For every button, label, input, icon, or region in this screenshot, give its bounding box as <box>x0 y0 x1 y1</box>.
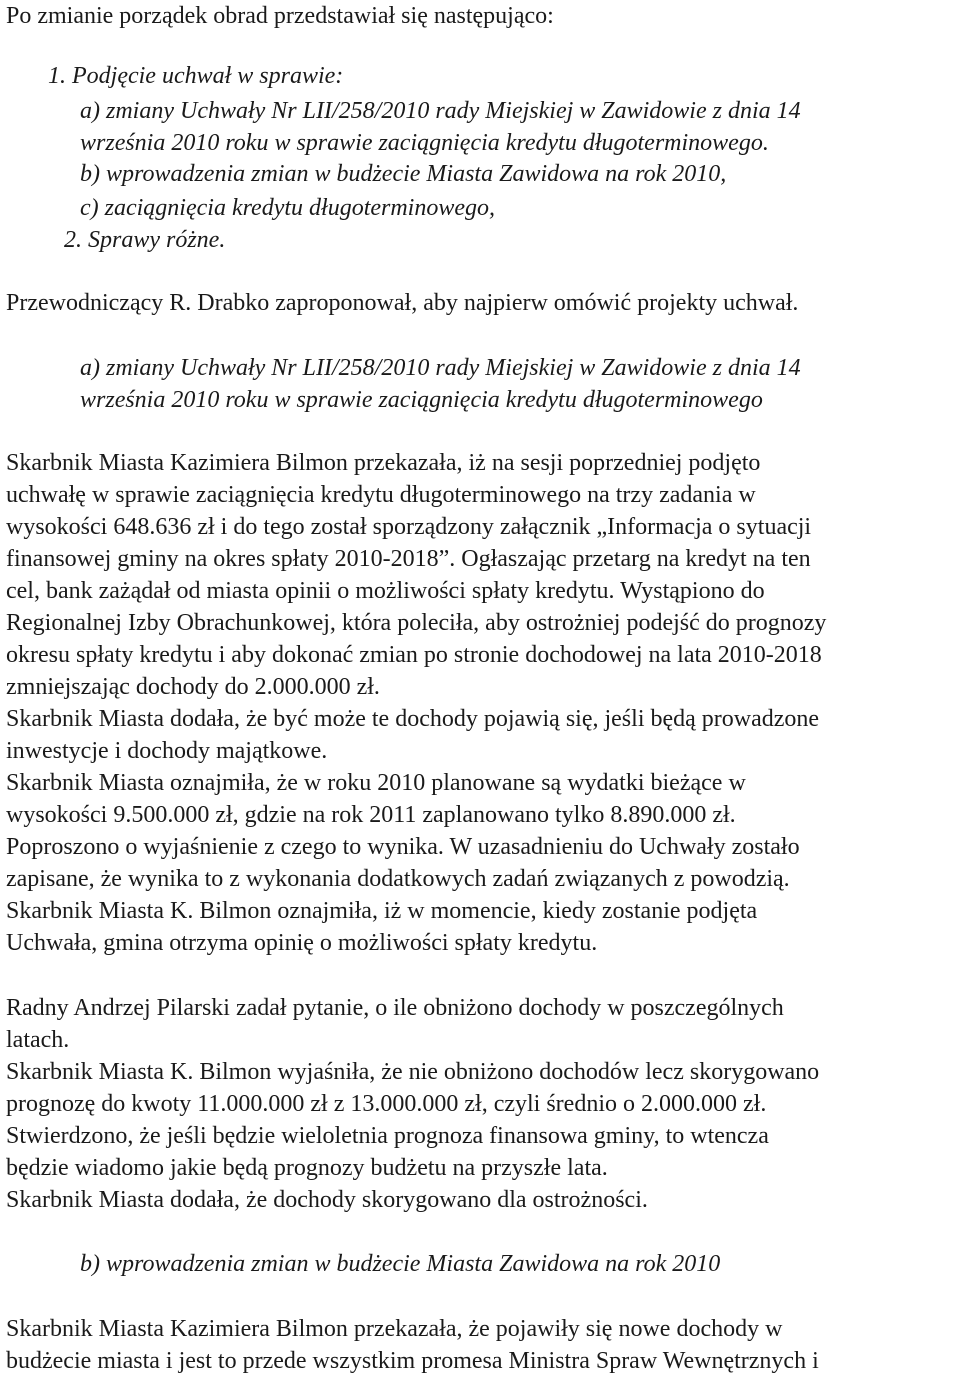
body-line: prognozę do kwoty 11.000.000 zł z 13.000.000 zł, czyli średnio o 2.000.000 zł. <box>6 1091 767 1117</box>
body-line: Skarbnik Miasta dodała, że być może te dochody pojawią się, jeśli będą prowadzone <box>6 706 820 732</box>
body-line: cel, bank zażądał od miasta opinii o możliwości spłaty kredytu. Wystąpiono do <box>6 578 765 604</box>
body-line: Skarbnik Miasta K. Bilmon oznajmiła, iż w momencie, kiedy zostanie podjęta <box>6 898 758 924</box>
body-line: Skarbnik Miasta Kazimiera Bilmon przekazała, że pojawiły się nowe dochody w <box>6 1316 783 1342</box>
body-line: Skarbnik Miasta Kazimiera Bilmon przekazała, iż na sesji poprzedniej podjęto <box>6 450 761 476</box>
body-line: uchwałę w sprawie zaciągnięcia kredytu długoterminowego na trzy zadania w <box>6 482 756 508</box>
body-line: inwestycje i dochody majątkowe. <box>6 738 328 764</box>
body-line: zmniejszając dochody do 2.000.000 zł. <box>6 674 380 700</box>
body-line: Radny Andrzej Pilarski zadał pytanie, o ile obniżono dochody w poszczególnych <box>6 995 784 1021</box>
agenda-item: 2. Sprawy różne. <box>64 227 226 253</box>
agenda-item: b) wprowadzenia zmian w budżecie Miasta Zawidowa na rok 2010, <box>80 161 727 187</box>
body-line: zapisane, że wynika to z wykonania dodatkowych zadań związanych z powodzią. <box>6 866 790 892</box>
body-line: finansowej gminy na okres spłaty 2010-2018”. Ogłaszając przetarg na kredyt na ten <box>6 546 811 572</box>
body-line: Skarbnik Miasta K. Bilmon wyjaśniła, że nie obniżono dochodów lecz skorygowano <box>6 1059 820 1085</box>
body-line: wysokości 648.636 zł i do tego został sporządzony załącznik „Informacja o sytuacji <box>6 514 812 540</box>
section-b-heading: b) wprowadzenia zmian w budżecie Miasta Zawidowa na rok 2010 <box>80 1251 721 1277</box>
section-heading-line: września 2010 roku w sprawie zaciągnięcia kredytu długoterminowego <box>80 387 763 413</box>
section-heading-line: a) zmiany Uchwały Nr LII/258/2010 rady Miejskiej w Zawidowie z dnia 14 <box>80 355 801 381</box>
body-line: wysokości 9.500.000 zł, gdzie na rok 2011 zaplanowano tylko 8.890.000 zł. <box>6 802 736 828</box>
body-line: Uchwała, gmina otrzyma opinię o możliwości spłaty kredytu. <box>6 930 598 956</box>
agenda-item: września 2010 roku w sprawie zaciągnięcia kredytu długoterminowego. <box>80 130 769 156</box>
intro-paragraph: Po zmianie porządek obrad przedstawiał się następująco: <box>6 3 554 29</box>
agenda-item: 1. Podjęcie uchwał w sprawie: <box>48 63 344 89</box>
body-line: Poproszono o wyjaśnienie z czego to wynika. W uzasadnieniu do Uchwały zostało <box>6 834 800 860</box>
body-line: okresu spłaty kredytu i aby dokonać zmian po stronie dochodowej na lata 2010-2018 <box>6 642 822 668</box>
body-line: budżecie miasta i jest to przede wszystkim promesa Ministra Spraw Wewnętrznych i <box>6 1348 819 1374</box>
body-line: latach. <box>6 1027 70 1053</box>
agenda-item: a) zmiany Uchwały Nr LII/258/2010 rady Miejskiej w Zawidowie z dnia 14 <box>80 98 801 124</box>
body-line: Stwierdzono, że jeśli będzie wieloletnia prognoza finansowa gminy, to wtencza <box>6 1123 769 1149</box>
agenda-item: c) zaciągnięcia kredytu długoterminowego, <box>80 195 496 221</box>
chairman-paragraph: Przewodniczący R. Drabko zaproponował, aby najpierw omówić projekty uchwał. <box>6 290 799 316</box>
body-line: Skarbnik Miasta dodała, że dochody skorygowano dla ostrożności. <box>6 1187 648 1213</box>
body-line: Skarbnik Miasta oznajmiła, że w roku 2010 planowane są wydatki bieżące w <box>6 770 746 796</box>
body-line: Regionalnej Izby Obrachunkowej, która poleciła, aby ostrożniej podejść do prognozy <box>6 610 827 636</box>
body-line: będzie wiadomo jakie będą prognozy budżetu na przyszłe lata. <box>6 1155 608 1181</box>
